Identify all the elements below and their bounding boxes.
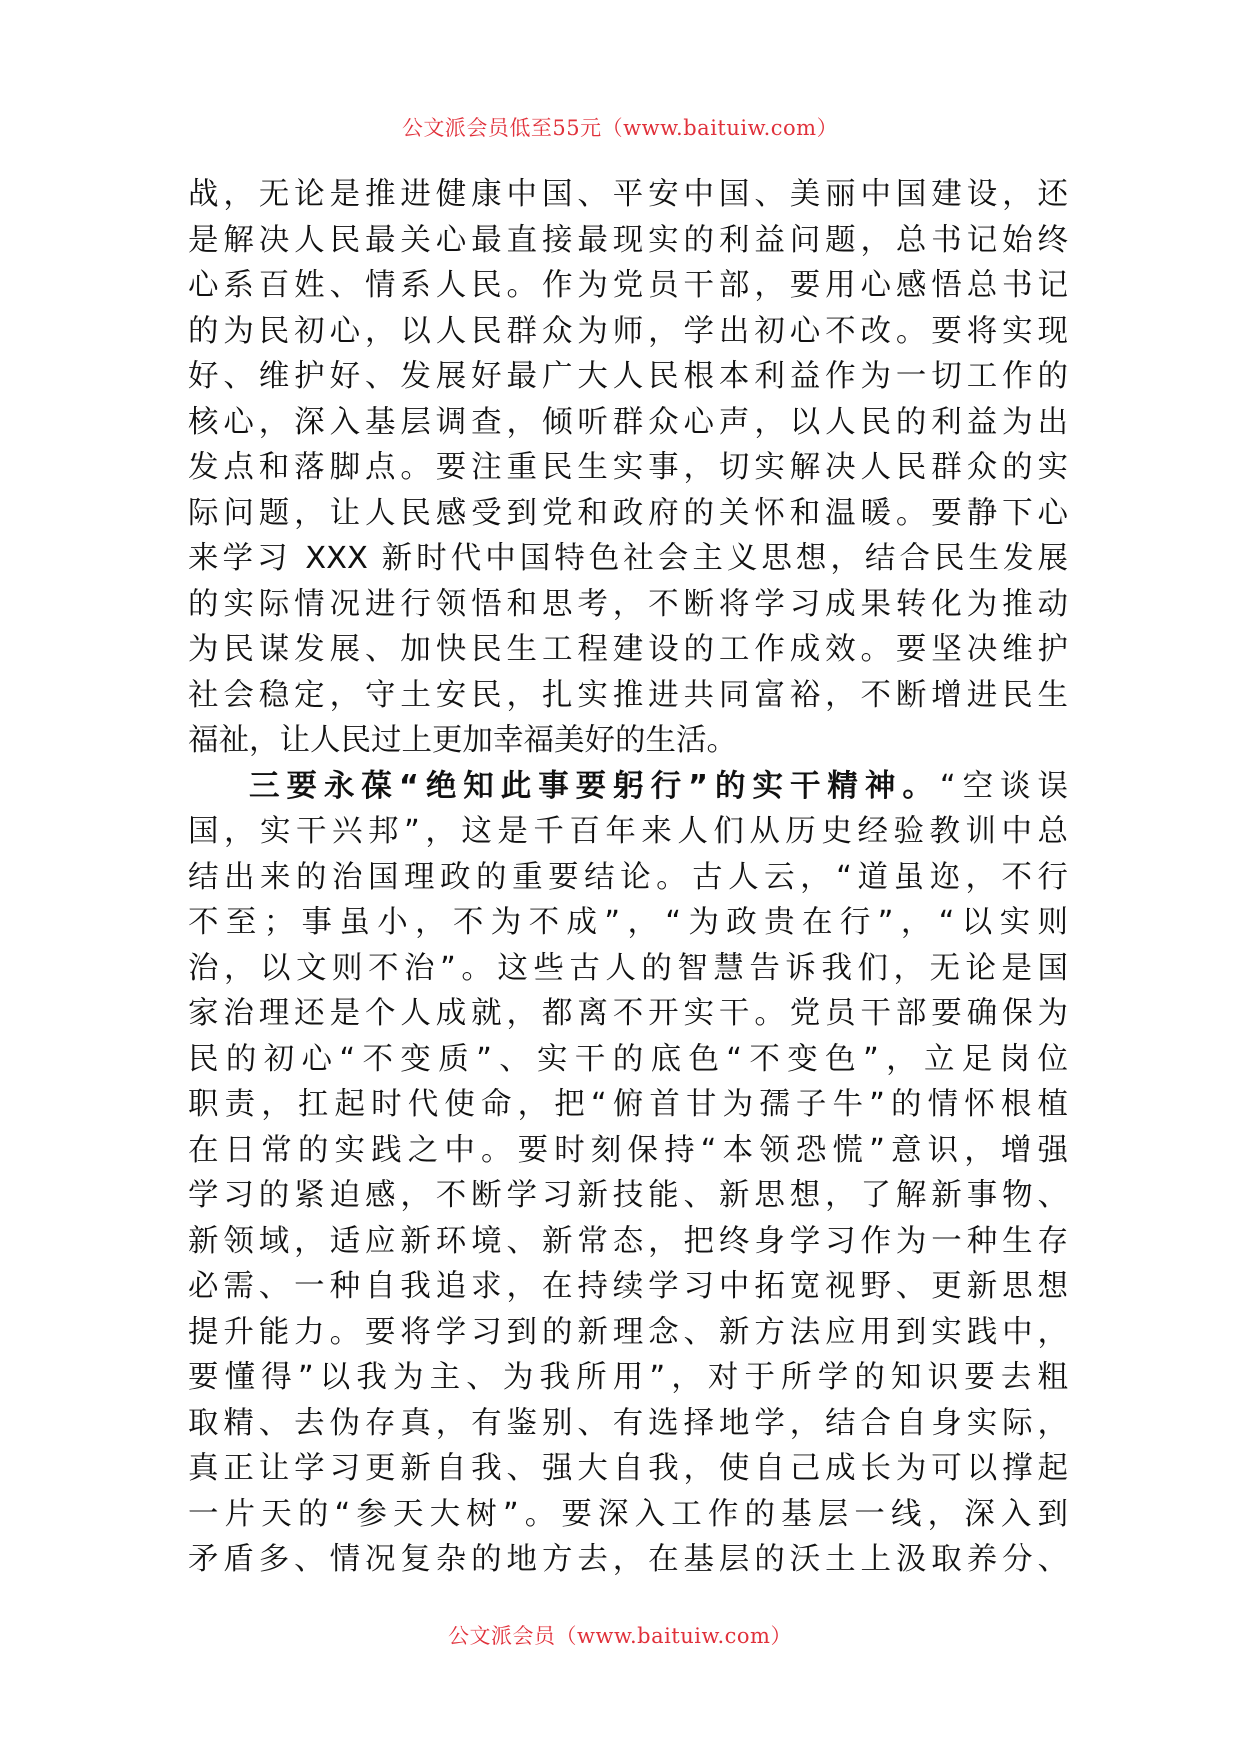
text-line: 是解决人民最关心最直接最现实的利益问题，总书记始终	[188, 222, 1068, 258]
paragraph-2-first-line	[188, 764, 1068, 810]
text-line: 的为民初心，以人民群众为师，学出初心不改。要将实现	[188, 313, 1068, 349]
text-line: 好、维护好、发展好最广大人民根本利益作为一切工作的	[188, 359, 1068, 394]
text-line: 提升能力。要将学习到的新理念、新方法应用到实践中，	[188, 1314, 1068, 1350]
text-line: 际问题，让人民感受到党和政府的关怀和温暖。要静下心	[188, 495, 1068, 531]
header-watermark: 公文派会员低至55元（www.baituiw.com）	[401, 116, 839, 140]
text-line: 国，实干兴邦”，这是千百年来人们从历史经验教训中总	[188, 814, 1068, 849]
text-line: 治，以文则不治”。这些古人的智慧告诉我们，无论是国	[188, 950, 1068, 986]
text-line: 真正让学习更新自我、强大自我，使自己成长为可以撑起	[188, 1451, 1068, 1486]
text-line: 的实际情况进行领悟和思考，不断将学习成果转化为推动	[188, 586, 1068, 622]
text-line: 为民谋发展、加快民生工程建设的工作成效。要坚决维护	[188, 632, 1068, 667]
text-line: 不至；事虽小，不为不成”，“为政贵在行”，“以实则	[188, 905, 1068, 940]
text-line: 核心，深入基层调查，倾听群众心声，以人民的利益为出	[188, 404, 1068, 440]
paragraph-2	[188, 764, 1068, 1583]
text-line: 来学习 XXX 新时代中国特色社会主义思想，结合民生发展	[188, 541, 1068, 576]
text-line: 要懂得”以我为主、为我所用”，对于所学的知识要去粗	[188, 1360, 1068, 1395]
section-heading: 三要永葆“绝知此事要躬行”的实干精神。	[249, 768, 940, 804]
text-line: 发点和落脚点。要注重民生实事，切实解决人民群众的实	[188, 450, 1068, 485]
text-line: 学习的紧迫感，不断学习新技能、新思想，了解新事物、	[188, 1178, 1068, 1213]
text-line: 一片天的“参天大树”。要深入工作的基层一线，深入到	[188, 1496, 1068, 1532]
text-line: 社会稳定，守土安民，扎实推进共同富裕，不断增进民生	[188, 677, 1068, 713]
paragraph-1	[188, 172, 1068, 764]
text-line: 必需、一种自我追求，在持续学习中拓宽视野、更新思想	[188, 1269, 1068, 1304]
text-line: 结出来的治国理政的重要结论。古人云，“道虽迩，不行	[188, 859, 1068, 895]
text-line: 民的初心“不变质”、实干的底色“不变色”，立足岗位	[188, 1041, 1068, 1077]
text-line: 家治理还是个人成就，都离不开实干。党员干部要确保为	[188, 996, 1068, 1031]
text-line: 福祉，让人民过上更加幸福美好的生活。	[188, 723, 737, 758]
document-body	[188, 172, 1068, 1583]
text-line: 取精、去伪存真，有鉴别、有选择地学，结合自身实际，	[188, 1405, 1068, 1441]
text-line: 在日常的实践之中。要时刻保持“本领恐慌”意识，增强	[188, 1132, 1068, 1168]
text-line: 职责，扛起时代使命，把“俯首甘为孺子牛”的情怀根植	[188, 1087, 1068, 1122]
footer-watermark: 公文派会员（www.baituiw.com）	[448, 1624, 792, 1648]
text-line: 新领域，适应新环境、新常态，把终身学习作为一种生存	[188, 1223, 1068, 1259]
text-line: 矛盾多、情况复杂的地方去，在基层的沃土上汲取养分、	[188, 1542, 1068, 1577]
text-line: 战，无论是推进健康中国、平安中国、美丽中国建设，还	[188, 177, 1068, 212]
text-line: 心系百姓、情系人民。作为党员干部，要用心感悟总书记	[188, 268, 1068, 303]
heading-trailing-text: “空谈误	[939, 768, 1068, 804]
